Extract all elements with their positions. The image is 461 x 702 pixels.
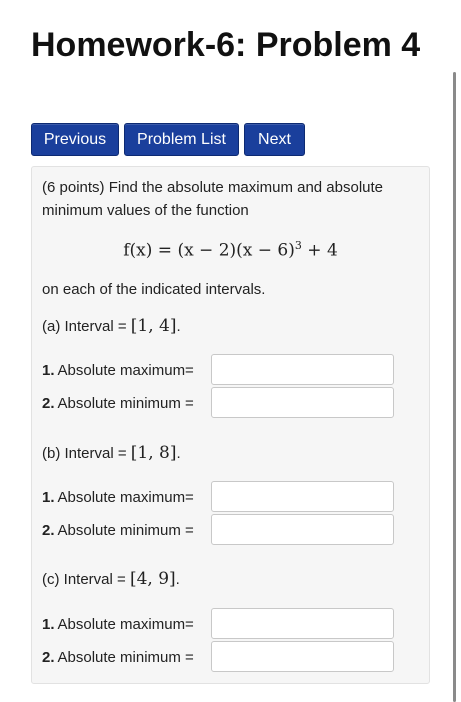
part-a-max-label <box>42 362 194 379</box>
formula-exponent: 3 <box>294 239 302 252</box>
part-a-interval: [1, 4] <box>130 316 177 336</box>
part-b-max-label <box>42 489 194 506</box>
problem-panel <box>31 166 430 684</box>
part-b-label <box>42 442 181 465</box>
min-number: 2. <box>42 649 55 666</box>
formula-rhs: (x − 2)(x − 6) <box>177 240 295 261</box>
min-label-text: Absolute minimum = <box>57 649 194 666</box>
part-c-min-label <box>42 649 194 666</box>
intervals-text: on each of the indicated intervals. <box>42 281 266 298</box>
part-a-text: (a) Interval = <box>42 318 131 335</box>
part-a-min-label <box>42 395 194 412</box>
part-b-min-label <box>42 522 194 539</box>
formula-tail: + 4 <box>301 240 338 261</box>
page-title: Homework-6: Problem 4 <box>31 26 421 64</box>
part-b-interval: [1, 8] <box>130 443 177 463</box>
min-label-text: Absolute minimum = <box>57 522 194 539</box>
part-b-max-input[interactable] <box>211 481 394 512</box>
max-number: 1. <box>42 362 55 379</box>
part-c-max-label <box>42 616 194 633</box>
max-label-text: Absolute maximum= <box>57 489 194 506</box>
part-a-period: . <box>176 318 181 335</box>
part-c-text: (c) Interval = <box>42 571 130 588</box>
min-label-text: Absolute minimum = <box>57 395 194 412</box>
max-number: 1. <box>42 616 55 633</box>
min-number: 2. <box>42 522 55 539</box>
part-b-period: . <box>176 445 181 462</box>
min-number: 2. <box>42 395 55 412</box>
part-c-min-input[interactable] <box>211 641 394 672</box>
max-number: 1. <box>42 489 55 506</box>
part-a-max-input[interactable] <box>211 354 394 385</box>
part-c-max-input[interactable] <box>211 608 394 639</box>
part-c-period: . <box>175 571 180 588</box>
previous-button[interactable]: Previous <box>31 123 119 156</box>
formula-lhs: f(x) = <box>123 240 178 261</box>
problem-intro-line1: (6 points) Find the absolute maximum and absolute <box>42 179 384 196</box>
part-c-interval: [4, 9] <box>129 569 176 589</box>
max-label-text: Absolute maximum= <box>57 362 194 379</box>
function-formula <box>32 239 429 261</box>
next-button[interactable]: Next <box>244 123 305 156</box>
part-a-min-input[interactable] <box>211 387 394 418</box>
max-label-text: Absolute maximum= <box>57 616 194 633</box>
scrollbar[interactable] <box>453 72 456 702</box>
part-b-min-input[interactable] <box>211 514 394 545</box>
problem-intro-line2: minimum values of the function <box>42 202 249 219</box>
part-a-label <box>42 315 181 338</box>
part-c-label <box>42 568 180 591</box>
part-b-text: (b) Interval = <box>42 445 131 462</box>
problem-list-button[interactable]: Problem List <box>124 123 239 156</box>
